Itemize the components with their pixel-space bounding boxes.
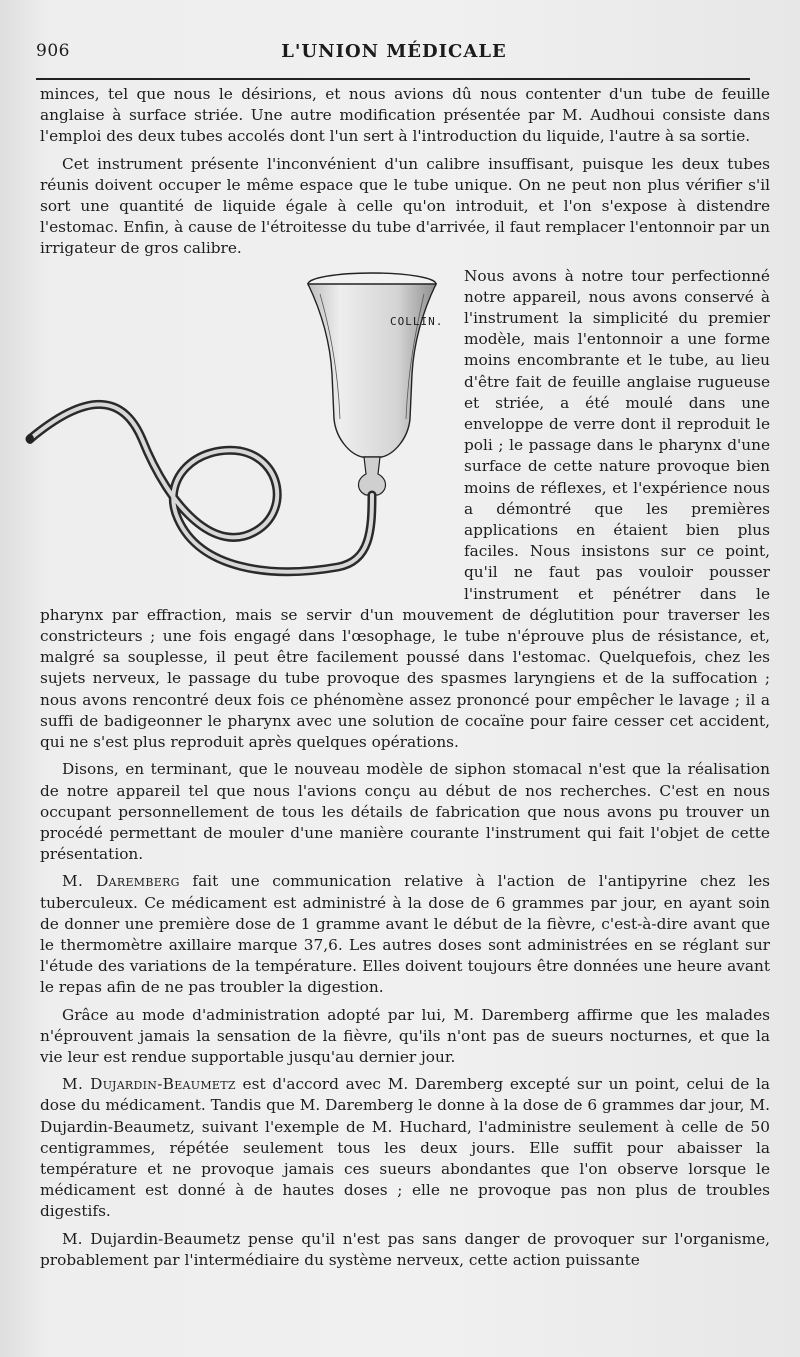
tube-end xyxy=(26,434,34,444)
header-rule xyxy=(36,78,750,80)
paragraph: M. Dujardin-Beaumetz pense qu'il n'est pas sans danger de provoquer sur l'organisme, probablement par l'intermédiaire du système nerveux, cette action puissante xyxy=(40,1229,770,1269)
maker-mark: COLLIN. xyxy=(390,314,444,328)
stomach-siphon-drawing xyxy=(20,269,452,587)
siphon-illustration xyxy=(20,269,452,587)
running-title: L'UNION MÉDICALE xyxy=(281,40,507,62)
funnel-body xyxy=(308,284,436,457)
paragraph: minces, tel que nous le désirions, et nous avions dû nous contenter d'un tube de feuille anglaise à surface striée. Une autre modification présentée par M. Audhoui consiste dans l'emploi des deux tubes accolés dont l'un sert à l'introduction du liquide, l'autre à sa sortie. xyxy=(40,85,770,146)
speaker-name: M. Daremberg xyxy=(62,872,180,891)
paragraph: Grâce au mode d'administration adopté par lui, M. Daremberg affirme que les malades n'éprouvent jamais la sensation de la fièvre, qu'ils n'ont pas de sueurs nocturnes, et que la vie leur est rendue supportable jusqu'au dernier jour. xyxy=(40,1005,770,1066)
speaker-name: M. Dujardin-Beaumetz xyxy=(62,1075,236,1094)
page-header xyxy=(36,36,752,66)
paragraph: Cet instrument présente l'inconvénient d'un calibre insuffisant, puisque les deux tubes réunis doivent occuper le même espace que le tube unique. On ne peut non plus vérifier s'il sort une quantité de liquide égale à celle qu'on introduit, et l'on s'expose à distendre l'estomac. Enfin, à cause de l'étroitesse du tube d'arrivée, il faut remplacer l'entonnoir par un irrigateur de gros calibre. xyxy=(40,154,770,258)
paragraph: M. Dujardin-Beaumetz est d'accord avec M. Daremberg excepté sur un point, celui de la dose du médicament. Tandis que M. Daremberg le donne à la dose de 6 grammes dar jour, M. Dujardin-Beaumetz, suivant l'exemple de M. Huchard, l'administre seulement à celle de 50 centigrammes, répétée seulement tous les deux jours. Elle suffit pour abaisser la température et ne provoque jamais ces sueurs abondantes que l'on observe lorsque le médicament est donné à de hautes doses ; elle ne provoque pas non plus de troubles digestifs. xyxy=(40,1075,771,1221)
page-number: 906 xyxy=(36,41,70,61)
funnel-neck xyxy=(359,457,386,495)
paragraph: M. Daremberg fait une communication relative à l'action de l'antipyrine chez les tuberculeux. Ce médicament est administré à la dose de 6 grammes par jour, en ayant soin de donner une première dose de 1 gramme avant le début de la fièvre, c'est-à-dire avant que le thermomètre axillaire marque 37,6. Les autres doses sont administrées en se réglant sur l'étude des variations de la température. Elles doivent toujours être données une heure avant le repas afin de ne pas troubler la digestion. xyxy=(40,872,770,997)
article-body xyxy=(40,84,770,1277)
paragraph: Nous avons à notre tour perfectionné notre appareil, nous avons conservé à l'instrument la simplicité du premier modèle, mais l'entonnoir a une forme moins encombrante et le tube, au lieu d'être fait de feuille anglaise rugueuse et striée, a été moulé dans une enveloppe de verre dont il reproduit le poli ; le passage dans le pharynx d'une surface de cette nature provoque bien moins de réflexes, et l'expérience nous a démontré que les premières applications en étaient bien plus faciles. Nous insistons sur ce point, qu'il ne faut pas vouloir pousser l'instrument et pénétrer dans le pharynx par effraction, mais se servir d'un mouvement de déglutition pour traverser les constricteurs ; une fois engagé dans l'œsophage, le tube n'éprouve plus de résistance, et, malgré sa souplesse, il peut être facilement poussé dans l'estomac. Quelquefois, chez les sujets nerveux, le passage du tube provoque des spasmes laryngiens et de la suffocation ; nous avons rencontré deux fois ce phénomène assez prononcé pour empêcher le lavage ; il a suffi de badigeonner le pharynx avec une solution de cocaïne pour faire cesser cet accident, qui ne s'est plus reproduit après quelques opérations. xyxy=(40,266,770,752)
paragraph: Disons, en terminant, que le nouveau modèle de siphon stomacal n'est que la réalisation de notre appareil tel que nous l'avions conçu au début de nos recherches. C'est en nous occupant personnellement de tous les détails de fabrication que nous avons pu trouver un procédé permettant de mouler d'une manière courante l'instrument qui fait l'objet de cette présentation. xyxy=(40,760,770,864)
